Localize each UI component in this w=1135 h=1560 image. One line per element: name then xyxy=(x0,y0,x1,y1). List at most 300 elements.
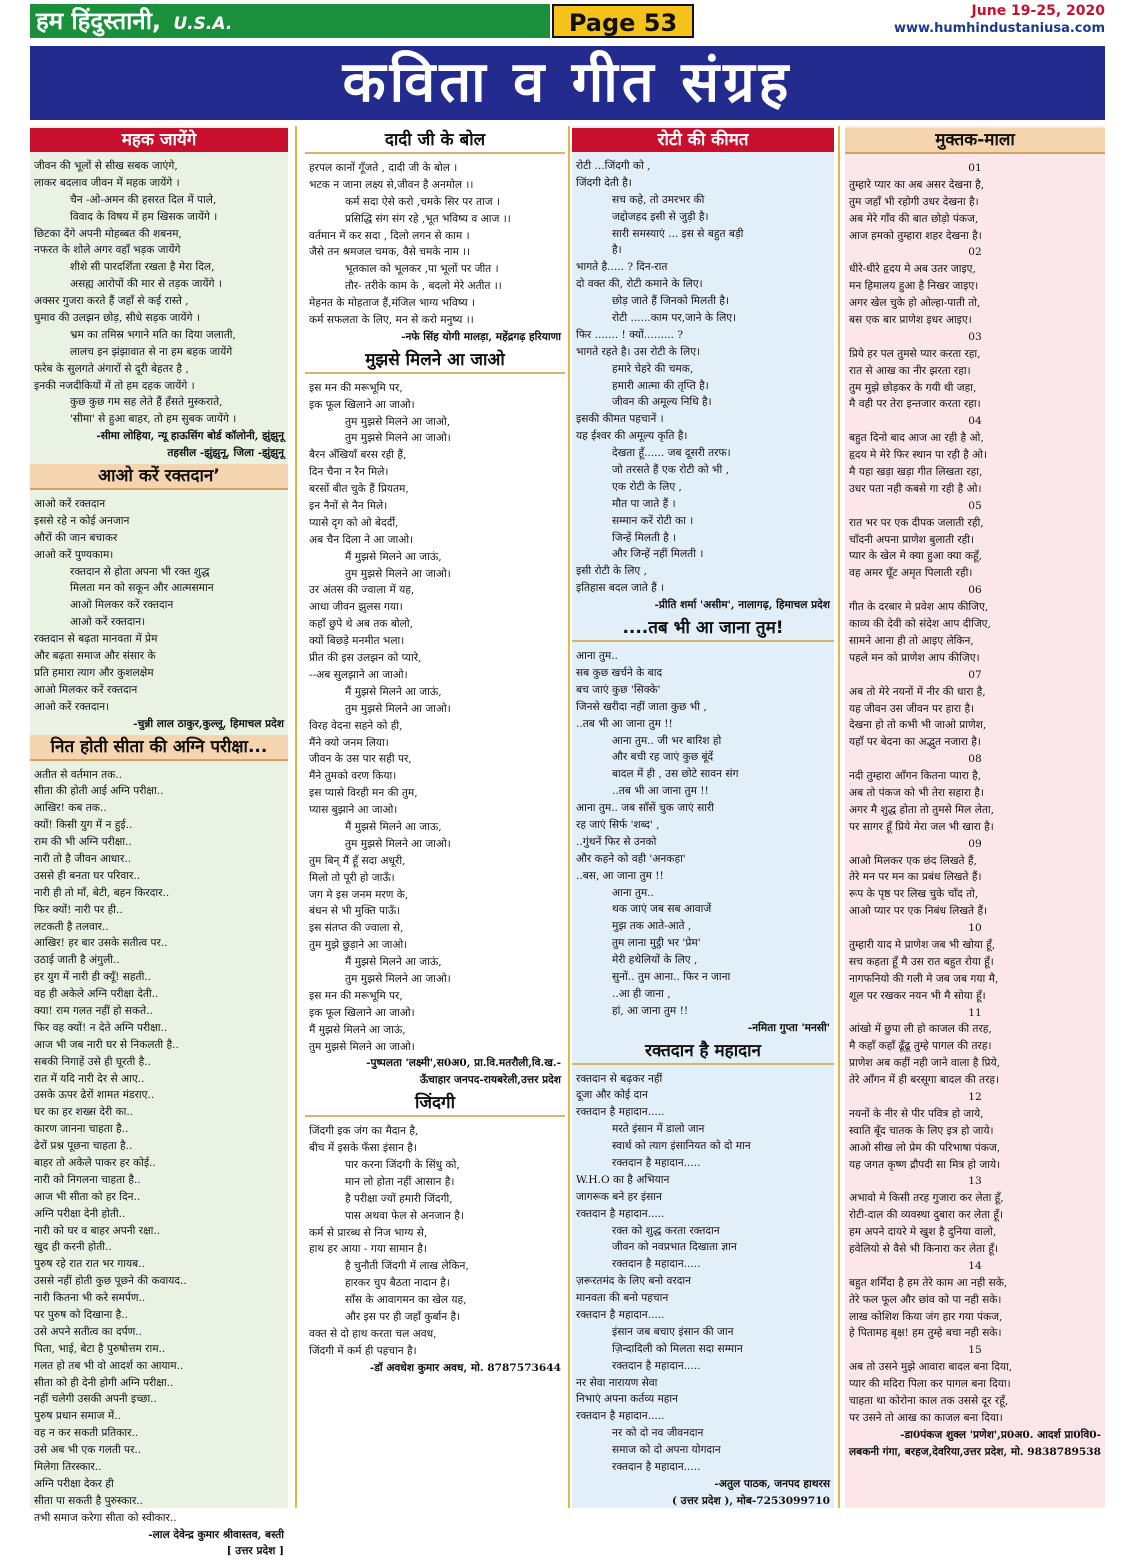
poem-line: प्रिये हर पल तुमसे प्यार करता रहा, xyxy=(849,346,1101,363)
poem-line: प्यार के खेल मे क्या हुआ क्या कहूँ, xyxy=(849,548,1101,565)
poem-line: आओ मिलकर एक छंद लिखते हैं, xyxy=(849,853,1101,870)
poem-lines xyxy=(309,1123,561,1376)
poem-line: रक्तदान है महादान..... xyxy=(576,1256,830,1273)
page-title: कविता व गीत संग्रह xyxy=(30,46,1105,120)
poem-line: मिलो तो पूरी हो जाऊँ। xyxy=(309,870,561,887)
poem-line: भागते है..... ? दिन-रात xyxy=(576,259,830,276)
poem-line: मैंने तुमको वरण किया। xyxy=(309,768,561,785)
poem-line: आज भी सीता को हर दिन.. xyxy=(34,1189,284,1206)
poem-author: -सीमा लोहिया, न्यू हाऊसिंग बोर्ड कॉलोनी, झुंझुनू xyxy=(34,428,284,445)
poem-line: मिलता मन को सकून और आत्मसमान xyxy=(34,580,284,597)
poem-line: गलत हो तब भी वो आदर्श का आयाम.. xyxy=(34,1358,284,1375)
poem-section xyxy=(34,128,284,462)
stanza-number: 06 xyxy=(849,582,1101,599)
poem-line: आओ करें रक्तदान। xyxy=(34,614,284,631)
poem-line: सामने आना ही तो आइए लेकिन, xyxy=(849,633,1101,650)
issue-date: June 19-25, 2020 xyxy=(894,2,1105,20)
poem-title: रोटी की कीमत xyxy=(572,128,834,152)
poem-line: अब तो उसने मुझे आवारा बादल बना दिया, xyxy=(849,1359,1101,1376)
poem-line: बादल में ही , उस छोटे सावन संग xyxy=(576,766,830,783)
poem-title: रक्तदान है महादान xyxy=(572,1039,834,1065)
poem-line: सम्मान करें रोटी का । xyxy=(576,513,830,530)
poem-line: रोटी ...जिंदगी को , xyxy=(576,158,830,175)
poem-line: हरपल कानों गूँजते , दादी जी के बोल । xyxy=(309,160,561,177)
poem-line: इतिहास बदल जाते हैं । xyxy=(576,580,830,597)
poem-line: रक्तदान है महादान..... xyxy=(576,1155,830,1172)
poem-title: ....तब भी आ जाना तुम! xyxy=(572,616,834,642)
poem-line: नागफनियो की गली मे जब जब गया मै, xyxy=(849,971,1101,988)
poem-line: हारकर चुप बैठता नादान है। xyxy=(309,1275,561,1292)
poem-line: हे पितामह बृक्ष! हम तुम्हे बचा नही सके। xyxy=(849,1325,1101,1342)
poem-line: वक्त से दो हाथ करता चल अवध, xyxy=(309,1326,561,1343)
poem-line: अगर मै शुद्ध होता तो तुमसे मिल लेता, xyxy=(849,802,1101,819)
poem-line: उर अंतस की ज्वाला में यह, xyxy=(309,582,561,599)
poem-line: स्वाति बूँद चातक के लिए इत्र हो जाये। xyxy=(849,1123,1101,1140)
poem-line: आज भी जब नारी घर से निकलती है.. xyxy=(34,1037,284,1054)
poem-line: मैं मुझसे मिलने आ जाऊं, xyxy=(309,549,561,566)
poem-title: महक जायेंगे xyxy=(30,128,288,152)
poem-line: नारी को घर व बाहर अपनी रक्षा.. xyxy=(34,1223,284,1240)
poem-line: अभावो मे किसी तरह गुजारा कर लेता हूँ, xyxy=(849,1190,1101,1207)
poem-line: पिता, भाई, बेटा है पुरुषोत्तम राम.. xyxy=(34,1341,284,1358)
poem-line: यह जीवन उस जीवन पर हारा है। xyxy=(849,701,1101,718)
poem-line: रक्त को शुद्ध करता रक्तदान xyxy=(576,1223,830,1240)
poem-line: फिर क्यों! नारी पर ही.. xyxy=(34,902,284,919)
poem-line: बस एक बार प्राणेश इधर आइए। xyxy=(849,312,1101,329)
poem-line: क्यों! किसी युग में न हुई.. xyxy=(34,817,284,834)
column-1 xyxy=(30,126,288,1508)
poem-line: कर्म सफलता के लिए, मन से करो मनुष्य ।। xyxy=(309,312,561,329)
poem-line: सीता की होती आई अग्नि परीक्षा.. xyxy=(34,783,284,800)
poem-line: तौर- तरीके काम के , बदलो मेरे अतीत ।। xyxy=(309,278,561,295)
stanza-number: 09 xyxy=(849,836,1101,853)
poem-line: सबकी निगाहें उसे ही घूरती है.. xyxy=(34,1054,284,1071)
poem-line: इससे रहे न कोई अनजान xyxy=(34,513,284,530)
poem-line: है परीक्षा ज्यों हमारी जिंदगी, xyxy=(309,1191,561,1208)
poem-line: और कहने को वही 'अनकहा' xyxy=(576,851,830,868)
poem-line: वर्तमान में कर सदा , दिलो लगन से काम । xyxy=(309,228,561,245)
poem-line: मानवता की बनो पहचान xyxy=(576,1290,830,1307)
stanza-number: 02 xyxy=(849,244,1101,261)
poem-line: वह अमर घूँट अमृत पिलाती रही। xyxy=(849,565,1101,582)
poem-line: एक रोटी के लिए , xyxy=(576,479,830,496)
poem-section xyxy=(309,1091,561,1376)
poem-line: रक्तदान है महादान..... xyxy=(576,1358,830,1375)
poem-line: वह न कर सकती प्रतिकार.. xyxy=(34,1425,284,1442)
poem-line: मै यहा खड़ा खड़ा गीत लिखता रहा, xyxy=(849,464,1101,481)
poem-line: तुम मुझसे मिलने आ जाओ। xyxy=(309,430,561,447)
poem-line: धीरे-धीरे हृदय मे अब उतर जाइए, xyxy=(849,261,1101,278)
poem-line: समाज को दो अपना योगदान xyxy=(576,1442,830,1459)
poem-line: राम की भी अग्नि परीक्षा.. xyxy=(34,834,284,851)
poem-line: आना तुम.. xyxy=(576,648,830,665)
poem-line: तुम जहाँ भी रहोगी उधर देखना है। xyxy=(849,194,1101,211)
column-divider xyxy=(295,126,297,1508)
poem-line: चैन -ओ-अमन की हसरत दिल में पाले, xyxy=(34,192,284,209)
poem-lines xyxy=(34,158,284,462)
website-link[interactable]: www.humhindustaniusa.com xyxy=(894,20,1105,38)
poem-line: आखिर! हर बार उसके सतीत्व पर.. xyxy=(34,935,284,952)
poem-line: सच कहता हूँ मै उस रात बहुत रोया हूँ। xyxy=(849,954,1101,971)
stanza-number: 05 xyxy=(849,498,1101,515)
poem-line: प्रीत की इस उलझन को प्यारे, xyxy=(309,650,561,667)
poem-line: और बची रह जाएं कुछ बूंदें xyxy=(576,749,830,766)
poem-line: पर उसने तो आख का काजल बना दिया। xyxy=(849,1410,1101,1427)
poem-line: जीवन की अमूल्य निधि है। xyxy=(576,394,830,411)
poem-line: तुम मुझे छोड़कर के गयी थी जहा, xyxy=(849,380,1101,397)
poem-line: आंखो में छुपा ली हो काजल की तरह, xyxy=(849,1021,1101,1038)
poem-line: रक्तदान है महादान..... xyxy=(576,1408,830,1425)
poem-line: अब तो मेरे नयनों में नीर की धारा है, xyxy=(849,684,1101,701)
poem-title: दादी जी के बोल xyxy=(305,128,565,154)
poem-line: इक फूल खिलाने आ जाओ। xyxy=(309,397,561,414)
poem-author: -प्रीति शर्मा 'असीम', नालागढ़, हिमाचल प्रदेश xyxy=(576,597,830,614)
poem-line: अक्सर गुजरा करते हैं जहाँ से कई रास्ते , xyxy=(34,293,284,310)
poem-line: कर्म से प्रारब्ध से निज भाग्य से, xyxy=(309,1225,561,1242)
stanza-number: 13 xyxy=(849,1173,1101,1190)
poem-line: मान लो होता नहीं आसान है। xyxy=(309,1174,561,1191)
poem-line: जग मे इस जनम मरण के, xyxy=(309,887,561,904)
poem-line: प्रति हमारा त्याग और कुशलक्षेम xyxy=(34,665,284,682)
poem-line: पर सागर हूँ प्रिये मेरा जल भी खारा है। xyxy=(849,819,1101,836)
poem-line: आओ करें रक्तदान xyxy=(34,496,284,513)
poem-line: तुम मुझसे मिलने आ जाओ। xyxy=(309,971,561,988)
poem-author: -डा0पंकज शुक्ल 'प्रणेश',प्र0अ0. आदर्श प्रा0वि0- xyxy=(849,1427,1101,1444)
poem-line: आना तुम.. जी भर बारिश हो xyxy=(576,733,830,750)
column-2 xyxy=(305,126,565,1508)
poem-line: अब चैन दिला ने आ जाओ। xyxy=(309,532,561,549)
poem-line: जीवन को नवप्रभात दिखाता ज्ञान xyxy=(576,1239,830,1256)
poem-line: कर्म सदा ऐसे करो ,चमके सिर पर ताज । xyxy=(309,194,561,211)
poem-line: बाहर तो अकेले पाकर हर कोई.. xyxy=(34,1155,284,1172)
poem-line: प्राणेश अब कहीं नही जाने वाला है प्रिये, xyxy=(849,1055,1101,1072)
poem-line: तुम बिन् मैं हूँ सदा अधूरी, xyxy=(309,853,561,870)
poem-line: रूप के पृष्ठ पर लिख चुके चाँद तो, xyxy=(849,886,1101,903)
poem-section xyxy=(34,735,284,1560)
poem-line: लाख कोशिश किया जंग हार गया पंकज, xyxy=(849,1309,1101,1326)
poem-lines xyxy=(576,648,830,1036)
poem-line: यह ईश्वर की अमूल्य कृति है। xyxy=(576,428,830,445)
poem-line: पास अथवा फेल से अनजान है। xyxy=(309,1208,561,1225)
poem-line: इक फूल खिलाने आ जाओ। xyxy=(309,1005,561,1022)
poem-line: विरह वेदना सहने को ही, xyxy=(309,718,561,735)
poem-line: बैरन अँखियाँ बरस रही हैं, xyxy=(309,447,561,464)
poem-line: इनकी नजदीकियों में तो हम दहक जायेंगे । xyxy=(34,378,284,395)
poem-line: उससे नहीं होती कुछ पूछने की कवायद.. xyxy=(34,1273,284,1290)
poem-line: आना तुम.. xyxy=(576,885,830,902)
poem-line: ..बस, आ जाना तुम !! xyxy=(576,868,830,885)
poem-line: हवेलियो से वैसे भी किनारा कर लेता हूँ। xyxy=(849,1241,1101,1258)
poem-section xyxy=(576,1039,830,1510)
poem-line: मैं मुझसे मिलने आ जाऊं, xyxy=(309,1022,561,1039)
poem-line: उठाई जाती है अंगुली.. xyxy=(34,952,284,969)
poem-author: -नफे सिंह योगी मालड़ा, महेंद्रगढ़ हरियाणा xyxy=(309,329,561,346)
poem-lines xyxy=(34,767,284,1560)
poem-line: सीता पा सकती है पुरुस्कार.. xyxy=(34,1493,284,1510)
poem-line: चाँदनी अपना प्राणेश बुलाती रही। xyxy=(849,532,1101,549)
stanza-number: 14 xyxy=(849,1258,1101,1275)
poem-line: जिंदगी इक जंग का मैदान है, xyxy=(309,1123,561,1140)
poem-author: [ उत्तर प्रदेश ] xyxy=(34,1543,284,1560)
poem-section xyxy=(309,128,561,346)
poem-line: अग्नि परीक्षा देनी होती.. xyxy=(34,1206,284,1223)
poem-line: आओ करें रक्तदान। xyxy=(34,699,284,716)
poem-lines xyxy=(576,158,830,614)
poem-line: मैं मुझसे मिलने आ जाऊं, xyxy=(309,954,561,971)
poem-line: यह जगत कृष्ण द्रौपदी सा मित्र हो जाये। xyxy=(849,1157,1101,1174)
poem-author: -डॉ अवधेश कुमार अवध, मो. 8787573644 xyxy=(309,1360,561,1377)
date-box xyxy=(894,2,1105,38)
poem-section xyxy=(849,128,1101,1461)
poem-line: निभाएं अपना कर्तव्य महान xyxy=(576,1391,830,1408)
poem-line: तुम्हारी याद मे प्राणेश जब भी खोया हूँ, xyxy=(849,937,1101,954)
poem-line: प्रसिद्धि संग संग रहे ,भूत भविष्य व आज ।। xyxy=(309,211,561,228)
poem-line: जिंदगी में कर्म ही पहचान है। xyxy=(309,1343,561,1360)
poem-title: मुझसे मिलने आ जाओ xyxy=(305,348,565,374)
poem-line: हम अपने दायरे मे खुश है दुनिया वालो, xyxy=(849,1224,1101,1241)
poem-lines xyxy=(34,496,284,732)
poem-line: तेरे मन पर मन का प्रबंध लिखते हैं। xyxy=(849,869,1101,886)
poem-line: फिर वह क्यों! न देते अग्नि परीक्षा.. xyxy=(34,1020,284,1037)
poem-section xyxy=(309,348,561,1089)
poem-line: गीत के दरबार मे प्रवेश आप कीजिए, xyxy=(849,599,1101,616)
poem-line: कहाँ छुपे थे अब तक बोलो, xyxy=(309,616,561,633)
poem-line: रात भर पर एक दीपक जलाती रही, xyxy=(849,515,1101,532)
poem-line: नहीं चलेगी उसकी अपनी इच्छा.. xyxy=(34,1391,284,1408)
poem-line: आओ करें पुण्यकाम। xyxy=(34,547,284,564)
poem-line: दूजा और कोई दान xyxy=(576,1087,830,1104)
poem-line: रक्तदान से होता अपना भी रक्त शुद्ध xyxy=(34,564,284,581)
poem-line: घुमाव की उलझन छोड़, सीधे सड़क जायेंगे । xyxy=(34,310,284,327)
poem-line: हर युग में नारी ही क्यूँ! सहती.. xyxy=(34,969,284,986)
poem-line: सुनों.. तुम आना.. फिर न जाना xyxy=(576,969,830,986)
stanza-number: 11 xyxy=(849,1005,1101,1022)
poem-line: भ्रम का तमिस्र भगाने मति का दिया जलाती, xyxy=(34,327,284,344)
poem-line: प्यास बुझाने आ जाओ। xyxy=(309,802,561,819)
poem-line: और जिन्हें नहीं मिलती । xyxy=(576,546,830,563)
poem-line: उसे अपने सतीत्व का दर्पण.. xyxy=(34,1324,284,1341)
poem-author: -लाल देवेन्द्र कुमार श्रीवास्तव, बस्ती xyxy=(34,1527,284,1544)
poem-line: दो वक्त की, रोटी कमाने के लिए। xyxy=(576,276,830,293)
poem-line: साँस के आवागमन का खेल यह, xyxy=(309,1292,561,1309)
poem-line: अब तो पंकज को भी तेरा सहारा है। xyxy=(849,785,1101,802)
poem-line: बंधन से भी मुक्ति पाऊँ। xyxy=(309,903,561,920)
poem-title: मुक्तक-माला xyxy=(845,128,1105,154)
brand-usa: U.S.A. xyxy=(173,14,232,34)
poem-line: बरसों बीत चुके हैं प्रियतम, xyxy=(309,481,561,498)
poem-line: मैं मुझसे मिलने आ जाऊ, xyxy=(309,819,561,836)
poem-line: फरेब के सुलगते अंगारों से दूरी बेहतर है , xyxy=(34,361,284,378)
poem-line: ज़रूरतमंद के लिए बनो वरदान xyxy=(576,1273,830,1290)
poem-line: आओ मिलकर करें रक्तदान xyxy=(34,682,284,699)
poem-line: --अब सुलझाने आ जाओ। xyxy=(309,667,561,684)
poem-line: ..तब भी आ जाना तुम !! xyxy=(576,783,830,800)
poem-line: छिटका देंगे अपनी मोहब्बत की शबनम, xyxy=(34,226,284,243)
poem-line: 'सीमा' से हुआ बाहर, तो हम सुबक जायेंगे । xyxy=(34,411,284,428)
poem-lines xyxy=(849,160,1101,1461)
poem-line: बहुत शर्मिंदा है हम तेरे काम आ नही सके, xyxy=(849,1275,1101,1292)
poem-line: पुरुष प्रधान समाज में.. xyxy=(34,1408,284,1425)
poem-line: बच जाएं कुछ 'सिक्के' xyxy=(576,682,830,699)
poem-line: हाथ हर आया - गया सामान है। xyxy=(309,1241,561,1258)
masthead xyxy=(0,0,1135,46)
poem-line: तुम मुझसे मिलने आ जाओ। xyxy=(309,701,561,718)
poem-line: आखिर! कब तक.. xyxy=(34,800,284,817)
poem-title: नित होती सीता की अग्नि परीक्षा... xyxy=(30,735,288,761)
poem-author: -अतुल पाठक, जनपद हाथरस xyxy=(576,1476,830,1493)
poem-line: पहले मन को प्राणेश आप कीजिए। xyxy=(849,650,1101,667)
poem-line: असह्य आरोपों की मार से तड़क जायेंगे । xyxy=(34,276,284,293)
poem-line: तुम मुझसे मिलने आ जाओ। xyxy=(309,836,561,853)
poem-lines xyxy=(309,380,561,1089)
poem-line: रोटी ......काम पर,जाने के लिए। xyxy=(576,310,830,327)
poem-line: सारी समस्याएं ... इस से बहुत बड़ी xyxy=(576,226,830,243)
poem-line: नारी तो है जीवन आधार.. xyxy=(34,851,284,868)
poem-author: ऊँचाहार जनपद-रायबरेली,उत्तर प्रदेश xyxy=(309,1072,561,1089)
poem-line: छोड़ जाते हैं जिनको मिलती है। xyxy=(576,293,830,310)
poem-line: यहाँ पर बेदना का अद्भुत नजारा है। xyxy=(849,734,1101,751)
poem-line: मौत पा जाते हैं । xyxy=(576,496,830,513)
stanza-number: 03 xyxy=(849,329,1101,346)
poem-line: इसी रोटी के लिए , xyxy=(576,563,830,580)
poem-line: अग्नि परीक्षा देकर ही xyxy=(34,1476,284,1493)
poem-line: वह ही अकेले अग्नि परीक्षा देती.. xyxy=(34,986,284,1003)
poem-line: पार करना जिंदगी के सिंधु को, xyxy=(309,1157,561,1174)
poem-line: उससे ही बनता घर परिवार.. xyxy=(34,868,284,885)
poem-line: शूल पर रखकर नयन भी मै सोया हूँ। xyxy=(849,988,1101,1005)
poem-line: बहुत दिनो बाद आज आ रही है ओ, xyxy=(849,430,1101,447)
poem-line: इस मन की मरूभूमि पर, xyxy=(309,380,561,397)
poem-line: उधर पता नही कबसे गा रही है ओ। xyxy=(849,481,1101,498)
poem-line: घर का हर शख्स देरी का.. xyxy=(34,1104,284,1121)
poem-line: काव्य की देवी को संदेश आप दीजिए, xyxy=(849,616,1101,633)
poem-author: ( उत्तर प्रदेश ), मोब-7253099710 xyxy=(576,1493,830,1510)
poem-line: नारी कितना भी करे समर्पण.. xyxy=(34,1290,284,1307)
poem-line: इन नैनों से नैन मिले। xyxy=(309,498,561,515)
poem-line: हमारे चेहरे की चमक, xyxy=(576,361,830,378)
poem-line: मै वही पर तेरा इन्तजार करता रहा। xyxy=(849,396,1101,413)
poem-line: अब मेरे गाँव की बात छोड़ो पंकज, xyxy=(849,211,1101,228)
poem-author: -पुष्पलता 'लक्ष्मी',स0अ0, प्रा.वि.मतरौली,वि.ख.- xyxy=(309,1055,561,1072)
poem-line: तुम मुझसे मिलने आ जाओ, xyxy=(309,414,561,431)
poem-line: पुरुष रहे रात रात भर गायब.. xyxy=(34,1256,284,1273)
poem-line: मेहनत के मोहताज हैं,मंजिल भाग्य भविष्य । xyxy=(309,295,561,312)
poem-line: स्वार्थ को त्याग इंसानियत को दो मान xyxy=(576,1138,830,1155)
poem-line: और इस पर ही जहाँ कुर्बान है। xyxy=(309,1309,561,1326)
poem-author: तहसील -झुंझुनू, जिला -झुंझुनू xyxy=(34,445,284,462)
poem-lines xyxy=(576,1071,830,1510)
poem-line: लाकर बदलाव जीवन में महक जायेंगे । xyxy=(34,175,284,192)
brand-logo xyxy=(30,4,550,38)
poem-line: तुम्हारे प्यार का अब असर देखना है, xyxy=(849,177,1101,194)
poem-line: उसे अब भी एक गलती पर.. xyxy=(34,1442,284,1459)
poem-line: जद्दोजहद इसी से जुड़ी है। xyxy=(576,209,830,226)
poem-line: क्या! राम गलत नहीं हो सकते.. xyxy=(34,1003,284,1020)
poem-author: लबकनी गंगा, बरहज,देवरिया,उत्तर प्रदेश, मो. 9838789538 xyxy=(849,1444,1101,1461)
poem-line: हृदय मे मेरे फिर स्थान पा रही है ओ। xyxy=(849,447,1101,464)
poem-section xyxy=(576,616,830,1036)
poem-line: तुम लाना मुट्ठी भर 'प्रेम' xyxy=(576,935,830,952)
poem-line: ज़िन्दादिली को मिलता सदा सम्मान xyxy=(576,1341,830,1358)
poem-author: -चुन्नी लाल ठाकुर,कुल्लू, हिमाचल प्रदेश xyxy=(34,716,284,733)
poem-line: चाहता था कोरोना काल तक उससे दूर रहूँ, xyxy=(849,1393,1101,1410)
poem-line: मै कहाँ कहाँ ढूँढू तुम्हे पागल की तरह। xyxy=(849,1038,1101,1055)
poem-line: दिन चैना न रैन मिले। xyxy=(309,464,561,481)
poem-line: फिर ....... ! क्यों......... ? xyxy=(576,327,830,344)
poem-line: औरों की जान बचाकर xyxy=(34,530,284,547)
poem-line: देखना हो तो कभी भी जाओ प्राणेश, xyxy=(849,717,1101,734)
poem-line: ..तब भी आ जाना तुम !! xyxy=(576,716,830,733)
poem-line: देखता हूँ...... जब दूसरी तरफ। xyxy=(576,445,830,462)
poem-line: मन हिमालय हुआ है निखर जाइए। xyxy=(849,278,1101,295)
poem-line: मरते इंसान में डालो जान xyxy=(576,1121,830,1138)
poem-line: इंसान जब बचाए इंसान की जान xyxy=(576,1324,830,1341)
poem-line: जीवन की भूलों से सीख सबक जाएंगे, xyxy=(34,158,284,175)
poem-line: मैं मुझसे मिलने आ जाऊं, xyxy=(309,684,561,701)
poem-line: तेरे फल फूल और छांव को पा नही सके। xyxy=(849,1292,1101,1309)
column-divider xyxy=(568,126,570,1508)
poem-line: थक जाएं जब सब आवाजें xyxy=(576,901,830,918)
poem-line: आधा जीवन झुलस गया। xyxy=(309,599,561,616)
poem-line: नर सेवा नारायण सेवा xyxy=(576,1375,830,1392)
poem-line: हां, आ जाना तुम !! xyxy=(576,1003,830,1020)
poem-line: नयनों के नीर से पीर पवित्र हो जाये, xyxy=(849,1106,1101,1123)
stanza-number: 01 xyxy=(849,160,1101,177)
poem-title: जिंदगी xyxy=(305,1091,565,1117)
poem-line: उसके ऊपर ढेरों शामत मंडराए.. xyxy=(34,1087,284,1104)
stanza-number: 04 xyxy=(849,413,1101,430)
poem-line: मैंने क्यो जनम लिया। xyxy=(309,735,561,752)
poem-line: मिलेगा तिरस्कार.. xyxy=(34,1459,284,1476)
poem-line: जिनसे खरीदा नहीं जाता कुछ भी , xyxy=(576,699,830,716)
poem-line: नारी को निगलना चाहता है.. xyxy=(34,1172,284,1189)
poem-line: रक्तदान है महादान..... xyxy=(576,1206,830,1223)
stanza-number: 12 xyxy=(849,1089,1101,1106)
poem-line: जीवन के उस पार सही पर, xyxy=(309,751,561,768)
poem-line: रात से आख का नीर झरता रहा। xyxy=(849,363,1101,380)
stanza-number: 08 xyxy=(849,751,1101,768)
poem-line: रक्तदान से बढ़कर नहीं xyxy=(576,1071,830,1088)
poem-line: पर पुरुष को दिखाना है.. xyxy=(34,1307,284,1324)
poem-line: जिन्हें मिलती है । xyxy=(576,530,830,547)
poem-line: कारण जानना चाहता है.. xyxy=(34,1121,284,1138)
poem-author: -नमिता गुप्ता 'मनसी' xyxy=(576,1020,830,1037)
poem-line: इस प्यासे विरही मन की तुम, xyxy=(309,785,561,802)
poem-line: कुछ कुछ गम सह लेते हैं हँसते मुस्कराते, xyxy=(34,394,284,411)
poem-line: प्यासे दृग को ओ बेदर्दी, xyxy=(309,515,561,532)
poem-line: खुद ही करनी होती.. xyxy=(34,1239,284,1256)
poem-line: जो तरसते हैं एक रोटी को भी , xyxy=(576,462,830,479)
poem-line: W.H.O का है अभियान xyxy=(576,1172,830,1189)
page-number: Page 53 xyxy=(552,4,694,38)
poem-line: रात में यदि नारी देर से आए.. xyxy=(34,1071,284,1088)
poem-line: मुझ तक आते-आते , xyxy=(576,918,830,935)
poem-line: जिंदगी देती है। xyxy=(576,175,830,192)
poem-line: आओ मिलकर करें रक्तदान xyxy=(34,597,284,614)
poem-line: शीशे सी पारदर्शिता रखता है मेरा दिल, xyxy=(34,259,284,276)
poem-line: रक्तदान है महादान..... xyxy=(576,1307,830,1324)
poem-line: इस मन की मरूभूमि पर, xyxy=(309,988,561,1005)
poem-line: नफरत के शोले अगर वहाँ भड़क जायेंगे xyxy=(34,242,284,259)
brand-name: हम हिंदुस्तानी, xyxy=(36,7,161,35)
poem-line: आओ प्यार पर एक निबंध लिखते हैं। xyxy=(849,903,1101,920)
poem-line: मेरी हथेलियों के लिए , xyxy=(576,952,830,969)
poem-line: भूतकाल को भूलकर ,पा भूलों पर जीत । xyxy=(309,261,561,278)
poem-line: क्यों बिछड़े मनमीत भला। xyxy=(309,633,561,650)
poem-line: तुम मुझसे मिलने आ जाओ। xyxy=(309,566,561,583)
poem-line: सच कहे, तो उमरभर की xyxy=(576,192,830,209)
poem-line: रक्तदान है महादान..... xyxy=(576,1459,830,1476)
